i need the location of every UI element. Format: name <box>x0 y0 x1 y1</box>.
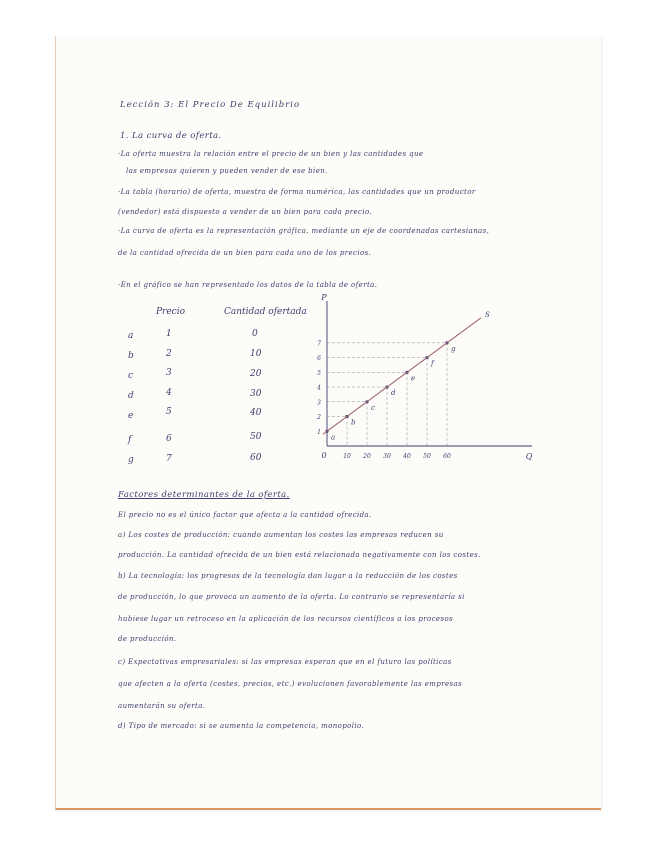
y-tick-label: 4 <box>317 384 321 392</box>
point-label: c <box>371 403 375 412</box>
supply-curve-line <box>323 318 481 434</box>
paragraph-line: que afecten a la oferta (costes, precios, etc.) evolucionen favorablemente las empresas <box>118 680 463 688</box>
paragraph-line: d) Tipo de mercado: si se aumenta la competencia, monopolio. <box>118 722 365 730</box>
paragraph-line: a) Los costes de producción: cuando aumentan los costes las empresas reducen su <box>118 531 444 539</box>
y-tick-label: 1 <box>317 428 321 436</box>
point-label: d <box>391 389 396 398</box>
table-cell-price: 5 <box>166 407 172 417</box>
table-cell-price: 3 <box>166 368 172 378</box>
table-cell-qty: 20 <box>250 369 262 379</box>
table-header-quantity: Cantidad ofertada <box>224 307 307 317</box>
paragraph-line: b) La tecnología: los progresos de la tecnología dan lugar a la reducción de los costes <box>118 572 458 580</box>
table-cell-qty: 60 <box>250 453 262 463</box>
paragraph-line: ·La tabla (horario) de oferta, muestra de forma numérica, las cantidades que un productor <box>118 188 476 196</box>
paragraph-line: ·La curva de oferta es la representación gráfica, mediante un eje de coordenadas cartesianas, <box>118 227 490 235</box>
paragraph-line: de producción, lo que provoca un aumento de la oferta. Lo contrario se representaría si <box>118 593 465 601</box>
table-cell-price: 6 <box>166 434 172 444</box>
paragraph-line: (vendedor) está dispuesto a vender de un bien para cada precio. <box>118 208 373 216</box>
lesson-title: Lección 3: El Precio De Equilibrio <box>120 100 301 110</box>
table-cell-qty: 0 <box>252 329 258 339</box>
table-row-label: d <box>128 391 134 401</box>
paragraph-line: ·La oferta muestra la relación entre el precio de un bien y las cantidades que <box>118 150 424 158</box>
y-tick-label: 6 <box>317 355 321 363</box>
x-tick-label: 60 <box>443 453 451 460</box>
point-label: f <box>431 359 434 368</box>
paragraph-line: de producción. <box>118 635 177 643</box>
notebook-page <box>55 36 601 810</box>
x-axis-label: Q <box>525 452 533 461</box>
table-cell-qty: 50 <box>250 432 262 442</box>
paragraph-line: c) Expectativas empresariales: si las empresas esperan que en el futuro las políticas <box>118 658 452 666</box>
table-cell-price: 2 <box>166 349 172 359</box>
y-tick-label: 5 <box>317 369 321 377</box>
origin-label: 0 <box>321 451 327 460</box>
table-cell-qty: 40 <box>250 408 262 418</box>
paragraph-line: de la cantidad ofrecida de un bien para cada uno de los precios. <box>118 249 372 257</box>
paragraph-line: las empresas quieren y pueden vender de ese bien. <box>126 167 328 175</box>
example-line: ·En el gráfico se han representado los datos de la tabla de oferta. <box>118 281 378 289</box>
table-row-label: g <box>128 455 134 465</box>
y-tick-label: 7 <box>317 340 321 348</box>
table-cell-qty: 30 <box>250 389 262 399</box>
paragraph-line: El precio no es el único factor que afecta a la cantidad ofrecida. <box>118 511 372 519</box>
table-header-price: Precio <box>156 307 186 317</box>
table-row-label: e <box>128 411 134 421</box>
section2-heading: Factores determinantes de la oferta. <box>118 490 290 500</box>
y-tick-label: 2 <box>317 414 321 422</box>
y-tick-label: 3 <box>317 399 321 407</box>
x-tick-label: 10 <box>343 453 351 460</box>
paragraph-line: producción. La cantidad ofrecida de un bien está relacionada negativamente con los costes. <box>118 551 481 559</box>
x-tick-label: 50 <box>423 453 431 460</box>
y-axis-label: P <box>321 293 327 302</box>
point-label: b <box>351 418 356 427</box>
section1-heading: 1. La curva de oferta. <box>120 131 222 141</box>
table-cell-qty: 10 <box>250 349 262 359</box>
paragraph-line: aumentarán su oferta. <box>118 702 206 710</box>
table-row-label: b <box>128 351 134 361</box>
x-tick-label: 20 <box>363 453 371 460</box>
point-label: g <box>451 344 456 353</box>
table-row-label: f <box>128 435 132 445</box>
supply-curve-chart <box>301 291 541 471</box>
paragraph-line: hubiese lugar un retroceso en la aplicación de los recursos científicos a los procesos <box>118 615 454 623</box>
point-label: a <box>331 433 336 442</box>
table-cell-price: 7 <box>166 454 172 464</box>
x-tick-label: 30 <box>383 453 391 460</box>
table-cell-price: 4 <box>166 388 172 398</box>
table-row-label: a <box>128 331 134 341</box>
table-row-label: c <box>128 371 134 381</box>
table-cell-price: 1 <box>166 329 172 339</box>
point-label: e <box>411 374 416 383</box>
curve-label: S <box>485 310 490 319</box>
x-tick-label: 40 <box>403 453 411 460</box>
